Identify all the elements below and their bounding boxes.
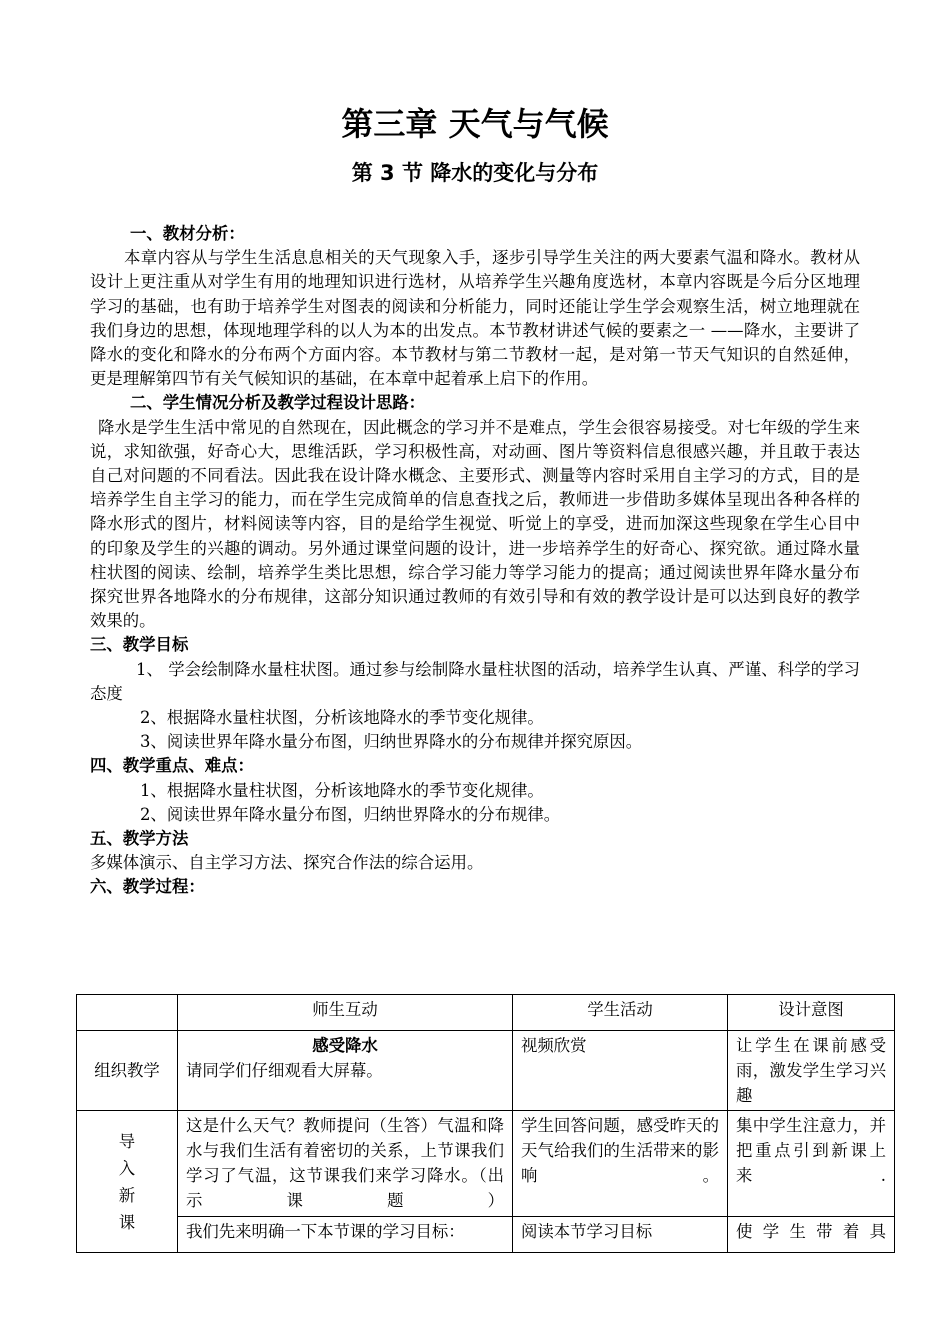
intent-cell: 让学生在课前感受雨，激发学生学习兴趣 bbox=[728, 1031, 895, 1111]
paragraph-student-analysis: 降水是学生生活中常见的自然现在，因此概念的学习并不是难点，学生会很容易接受。对七年级的学生来说，求知欲强，好奇心大，思维活跃，学习积极性高，对动画、图片等资料信息很感兴趣，并且敢于表达自己对问题的不同看法。因此我在设计降水概念、主要形式、测量等内容时采用自主学习的方式，目的是培养学生自主学习的能力，而在学生完成简单的信息查找之后，教师进一步借助多媒体呈现出各种各样的降水形式的图片，材料阅读等内容，目的是给学生视觉、听觉上的享受，进而加深这些现象在学生心目中的印象及学生的兴趣的调动。另外通过课堂问题的设计，进一步培养学生的好奇心、探究欲。通过降水量柱状图的阅读、绘制，培养学生类比思想，综合学习能力等学习能力的提高；通过阅读世界年降水量分布探究世界各地降水的分布规律，这部分知识通过教师的有效引导和有效的教学设计是可以达到良好的教学效果的。 bbox=[90, 417, 860, 631]
header-cell-empty bbox=[77, 995, 178, 1031]
activity-cell: 视频欣赏 bbox=[513, 1031, 728, 1111]
objective-item-1: 1、 学会绘制降水量柱状图。通过参与绘制降水量柱状图的活动，培养学生认真、严谨、科学的学习态度 bbox=[90, 659, 860, 703]
teaching-process-table bbox=[76, 994, 895, 1253]
interaction-title: 感受降水 bbox=[312, 1036, 378, 1055]
teaching-methods-text: 多媒体演示、自主学习方法、探究合作法的综合运用。 bbox=[90, 853, 484, 873]
activity-cell: 学生回答问题，感受昨天的天气给我们的生活带来的影响。 bbox=[513, 1111, 728, 1217]
activity-cell: 阅读本节学习目标 bbox=[513, 1217, 728, 1253]
section-heading-3: 三、教学目标 bbox=[90, 635, 189, 655]
table-row bbox=[77, 1217, 895, 1253]
header-cell-intent: 设计意图 bbox=[728, 995, 895, 1031]
row-label: 组织教学 bbox=[77, 1031, 178, 1111]
section-heading-4: 四、教学重点、难点： bbox=[90, 756, 254, 776]
document-body bbox=[90, 222, 860, 900]
row-label-char: 新 bbox=[118, 1185, 136, 1205]
objective-item-2: 2、根据降水量柱状图，分析该地降水的季节变化规律。 bbox=[140, 708, 544, 728]
section-heading-6: 六、教学过程： bbox=[90, 877, 205, 897]
interaction-cell: 我们先来明确一下本节课的学习目标： bbox=[178, 1217, 513, 1253]
objective-item-3: 3、阅读世界年降水量分布图，归纳世界降水的分布规律并探究原因。 bbox=[140, 732, 643, 752]
interaction-text: 请同学们仔细观看大屏幕。 bbox=[186, 1061, 383, 1080]
keypoint-item-1: 1、根据降水量柱状图，分析该地降水的季节变化规律。 bbox=[140, 780, 544, 800]
section-heading-5: 五、教学方法 bbox=[90, 829, 189, 849]
table-row bbox=[77, 1111, 895, 1217]
chapter-title: 第三章 天气与气候 bbox=[341, 105, 609, 143]
row-label-char: 导 bbox=[118, 1131, 136, 1151]
row-label-char: 课 bbox=[118, 1212, 136, 1232]
header-cell-activity: 学生活动 bbox=[513, 995, 728, 1031]
section-heading-1: 一、教材分析： bbox=[130, 224, 245, 243]
section-title: 第 3 节 降水的变化与分布 bbox=[351, 161, 599, 185]
row-label-char: 入 bbox=[118, 1158, 136, 1178]
interaction-cell bbox=[178, 1031, 513, 1111]
table-row bbox=[77, 1031, 895, 1111]
intent-cell: 集中学生注意力，并把重点引到新课上来. bbox=[728, 1111, 895, 1217]
intent-cell: 使学生带着具 bbox=[728, 1217, 895, 1253]
table-header-row bbox=[77, 995, 895, 1031]
header-cell-interaction: 师生互动 bbox=[178, 995, 513, 1031]
row-label-vertical bbox=[77, 1111, 178, 1253]
section-heading-2: 二、学生情况分析及教学过程设计思路： bbox=[130, 393, 426, 413]
keypoint-item-2: 2、阅读世界年降水量分布图，归纳世界降水的分布规律。 bbox=[140, 804, 561, 824]
interaction-cell: 这是什么天气？教师提问（生答）气温和降水与我们生活有着密切的关系，上节课我们学习了气温，这节课我们来学习降水。（出示课题） bbox=[178, 1111, 513, 1217]
paragraph-textbook-analysis: 本章内容从与学生生活息息相关的天气现象入手，逐步引导学生关注的两大要素气温和降水。教材从设计上更注重从对学生有用的地理知识进行选材，从培养学生兴趣角度选材，本章内容既是今后分区地理学习的基础，也有助于培养学生对图表的阅读和分析能力，同时还能让学生学会观察生活，树立地理就在我们身边的思想，体现地理学科的以人为本的出发点。本节教材讲述气候的要素之一 ——降水，主要讲了降水的变化和降水的分布两个方面内容。本节教材与第二节教材一起，是对第一节天气知识的自然延伸，更是理解第四节有关气候知识的基础，在本章中起着承上启下的作用。 bbox=[90, 248, 860, 389]
